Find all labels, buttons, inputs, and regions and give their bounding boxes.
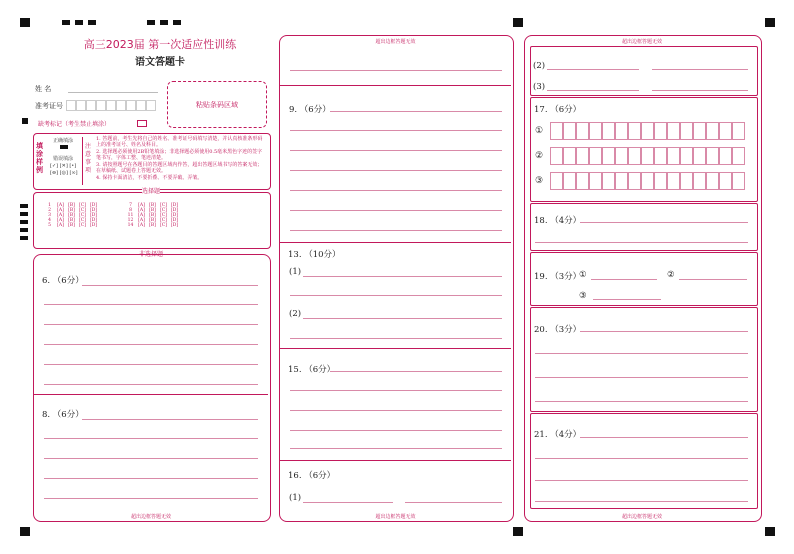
answer-line — [580, 222, 748, 223]
answer-line — [44, 458, 258, 459]
mc-row[interactable]: 11 [A] [B] [C] [D] — [127, 213, 179, 218]
timing-mark — [513, 18, 523, 27]
q18-label: 18. （4分） — [534, 216, 582, 226]
timing-mark — [765, 18, 775, 27]
grid-cell[interactable] — [589, 122, 602, 140]
id-label: 准考证号 — [35, 102, 63, 110]
answer-line — [44, 304, 258, 305]
grid-cell[interactable] — [602, 172, 615, 190]
grid-cell[interactable] — [576, 147, 589, 165]
q20-label: 20. （3分） — [534, 325, 582, 335]
grid-cell[interactable] — [550, 172, 563, 190]
q17-label: 17. （6分） — [534, 105, 582, 115]
q6-label: 6. （6分） — [42, 276, 84, 286]
timing-mark — [20, 212, 28, 216]
card-subtitle: 语文答题卡 — [135, 57, 185, 68]
name-label: 姓 名 — [35, 85, 52, 93]
timing-mark — [20, 527, 30, 536]
grid-cell[interactable] — [654, 147, 667, 165]
absent-label: 缺考标记（考生禁止填涂） — [38, 121, 111, 128]
grid-cell[interactable] — [680, 172, 693, 190]
answer-line — [290, 190, 502, 191]
timing-mark — [20, 204, 28, 208]
answer-line — [290, 150, 502, 151]
barcode-label: 粘贴条码区域 — [196, 101, 238, 109]
answer-line — [652, 90, 748, 91]
grid-cell[interactable] — [654, 172, 667, 190]
q8-label: 8. （6分） — [42, 410, 84, 420]
answer-line — [535, 401, 748, 402]
q17-row3: ③ — [535, 176, 544, 186]
divider — [82, 137, 83, 185]
warning-header: 超出边框答题无效 — [621, 39, 662, 45]
answer-line — [44, 384, 258, 385]
mc-right-group — [127, 203, 182, 228]
q13-part2: (2) — [289, 309, 302, 319]
grid-cell[interactable] — [706, 172, 719, 190]
grid-cell[interactable] — [602, 147, 615, 165]
timing-mark — [765, 527, 775, 536]
answer-line — [44, 324, 258, 325]
answer-line — [535, 480, 748, 481]
timing-mark — [75, 20, 83, 25]
answer-line — [290, 210, 502, 211]
q19-part1: ① — [579, 270, 587, 280]
mc-row[interactable]: 5 [A] [B] [C] [D] — [48, 223, 98, 228]
grid-cell[interactable] — [563, 122, 576, 140]
grid-cell[interactable] — [654, 122, 667, 140]
answer-line — [405, 502, 502, 503]
timing-mark — [20, 228, 28, 232]
grid-cell[interactable] — [732, 172, 745, 190]
answer-line — [580, 331, 748, 332]
answer-line — [290, 70, 502, 71]
answer-line — [44, 478, 258, 479]
grid-cell[interactable] — [550, 122, 563, 140]
answer-line — [290, 430, 502, 431]
grid-cell[interactable] — [563, 147, 576, 165]
q13-part1: (1) — [289, 267, 302, 277]
grid-cell[interactable] — [719, 147, 732, 165]
answer-line — [44, 438, 258, 439]
mc-left-group — [46, 203, 101, 228]
grid-cell[interactable] — [576, 122, 589, 140]
wrong-fill-samples: [✓] [✕] [•] [⊖] [◎] [∞] — [50, 163, 78, 176]
q19-label: 19. （3分） — [534, 272, 582, 282]
q18-area — [530, 203, 758, 251]
timing-mark — [173, 20, 181, 25]
warning-footer: 超出边框答题无效 — [621, 514, 662, 520]
answer-line — [547, 90, 639, 91]
grid-cell[interactable] — [693, 172, 706, 190]
answer-line — [82, 285, 258, 286]
q13-label: 13. （10分） — [288, 250, 341, 260]
answer-line — [580, 437, 748, 438]
answer-line — [290, 410, 502, 411]
mc-row[interactable]: 4 [A] [B] [C] [D] — [48, 218, 98, 223]
barcode-area — [167, 81, 267, 128]
grid-cell[interactable] — [615, 147, 628, 165]
answer-line — [330, 111, 502, 112]
grid-cell[interactable] — [641, 172, 654, 190]
grid-cell[interactable] — [667, 172, 680, 190]
grid-cell[interactable] — [667, 147, 680, 165]
q17-row1: ① — [535, 126, 544, 136]
answer-line — [290, 390, 502, 391]
mc-row[interactable]: 2 [A] [B] [C] [D] — [48, 208, 98, 213]
answer-line — [290, 230, 502, 231]
mc-row[interactable]: 1 [A] [B] [C] [D] — [48, 203, 98, 208]
part3-label: (3) — [533, 82, 546, 92]
answer-line — [303, 318, 502, 319]
answer-line — [652, 69, 748, 70]
timing-mark — [20, 18, 30, 27]
mc-row[interactable]: 3 [A] [B] [C] [D] — [48, 213, 98, 218]
answer-line — [679, 279, 747, 280]
answer-line — [290, 448, 502, 449]
grid-cell[interactable] — [641, 122, 654, 140]
part2-label: (2) — [533, 61, 546, 71]
answer-line — [290, 130, 502, 131]
answer-line — [303, 276, 502, 277]
grid-cell[interactable] — [706, 147, 719, 165]
answer-line — [330, 371, 502, 372]
answer-line — [303, 502, 393, 503]
section-divider — [280, 242, 511, 243]
answer-line — [290, 338, 502, 339]
warning-footer: 超出边框答题无效 — [130, 514, 171, 520]
notice-item: 1. 答题前，考生先将自己的姓名、准考证号码填写清楚，并认真核准条形码上的准考证号、姓名及科目。 — [96, 136, 263, 148]
answer-line — [535, 458, 748, 459]
timing-mark — [20, 220, 28, 224]
notice-item: 2. 选择题必须使用2B铅笔填涂；非选择题必须使用0.5毫米黑色字迹的签字笔书写，字体工整、笔迹清楚。 — [96, 149, 263, 161]
continued-area — [530, 46, 758, 96]
grid-cell[interactable] — [706, 122, 719, 140]
grid-cell[interactable] — [589, 172, 602, 190]
grid-cell[interactable] — [628, 122, 641, 140]
correct-fill-sample — [60, 145, 68, 149]
answer-line — [44, 498, 258, 499]
mc-row[interactable]: 12 [A] [B] [C] [D] — [127, 218, 179, 223]
answer-line — [44, 364, 258, 365]
fill-sample-title: 填涂样例 — [36, 141, 43, 174]
section-divider — [280, 460, 511, 461]
absent-marker — [22, 118, 28, 124]
answer-line — [535, 501, 748, 502]
grid-cell[interactable] — [719, 122, 732, 140]
mc-row[interactable]: 7 [A] [B] [C] [D] — [129, 203, 179, 208]
section-divider — [280, 348, 511, 349]
grid-cell[interactable] — [719, 172, 732, 190]
grid-cell[interactable] — [628, 147, 641, 165]
q16-label: 16. （6分） — [288, 471, 336, 481]
answer-line — [44, 344, 258, 345]
timing-mark — [62, 20, 70, 25]
answer-line — [290, 295, 502, 296]
mc-title: 选择题 — [141, 188, 160, 195]
answer-line — [535, 242, 748, 243]
grid-cell[interactable] — [576, 172, 589, 190]
absent-bubble[interactable] — [137, 120, 147, 127]
nonmc-box-col1 — [33, 254, 271, 522]
grid-cell[interactable] — [693, 122, 706, 140]
grid-cell[interactable] — [667, 122, 680, 140]
nonmc-title: 非选择题 — [138, 251, 163, 258]
section-divider — [280, 85, 511, 86]
timing-mark — [513, 527, 523, 536]
timing-mark — [88, 20, 96, 25]
mc-row[interactable]: 14 [A] [B] [C] [D] — [127, 223, 179, 228]
timing-mark — [147, 20, 155, 25]
timing-mark — [160, 20, 168, 25]
answer-line — [82, 419, 258, 420]
grid-cell[interactable] — [732, 122, 745, 140]
q9-label: 9. （6分） — [289, 105, 331, 115]
grid-cell[interactable] — [563, 172, 576, 190]
q19-part3: ③ — [579, 291, 587, 301]
q16-part1: (1) — [289, 493, 302, 503]
grid-cell[interactable] — [550, 147, 563, 165]
grid-cell[interactable] — [615, 122, 628, 140]
notice-item: 3. 请按照题号在各题目的答题区域内作答，超出答题区域书写的答案无效；在草稿纸、试题卷上答题无效。 — [96, 162, 263, 174]
answer-line — [591, 279, 657, 280]
notice-list — [96, 136, 266, 181]
warning-header: 超出边框答题无效 — [375, 39, 416, 45]
q21-label: 21. （4分） — [534, 430, 582, 440]
grid-cell[interactable] — [589, 147, 602, 165]
notice-title: 注意事项 — [85, 143, 92, 174]
answer-line — [593, 299, 661, 300]
timing-mark — [20, 236, 28, 240]
grid-cell[interactable] — [693, 147, 706, 165]
grid-cell[interactable] — [641, 147, 654, 165]
grid-cell[interactable] — [680, 122, 693, 140]
answer-line — [535, 377, 748, 378]
answer-line — [535, 353, 748, 354]
grid-cell[interactable] — [680, 147, 693, 165]
grid-cell[interactable] — [615, 172, 628, 190]
q17-row2: ② — [535, 151, 544, 161]
grid-cell[interactable] — [602, 122, 615, 140]
warning-footer: 超出边框答题无效 — [375, 514, 416, 520]
q15-label: 15. （6分） — [288, 365, 336, 375]
exam-title: 高三2023届 第一次适应性训练 — [83, 38, 237, 51]
wrong-fill-label: 错误填涂 — [53, 156, 74, 162]
grid-cell[interactable] — [628, 172, 641, 190]
answer-line — [547, 69, 639, 70]
answer-line — [290, 170, 502, 171]
name-line — [68, 92, 158, 93]
mc-row[interactable]: 8 [A] [B] [C] [D] — [129, 208, 179, 213]
correct-fill-label: 正确填涂 — [53, 138, 74, 144]
grid-cell[interactable] — [732, 147, 745, 165]
notice-item: 4. 保持卡面清洁，不要折叠、不要弄破、弄皱。 — [96, 175, 203, 181]
q19-part2: ② — [667, 270, 675, 280]
section-divider — [34, 394, 268, 395]
